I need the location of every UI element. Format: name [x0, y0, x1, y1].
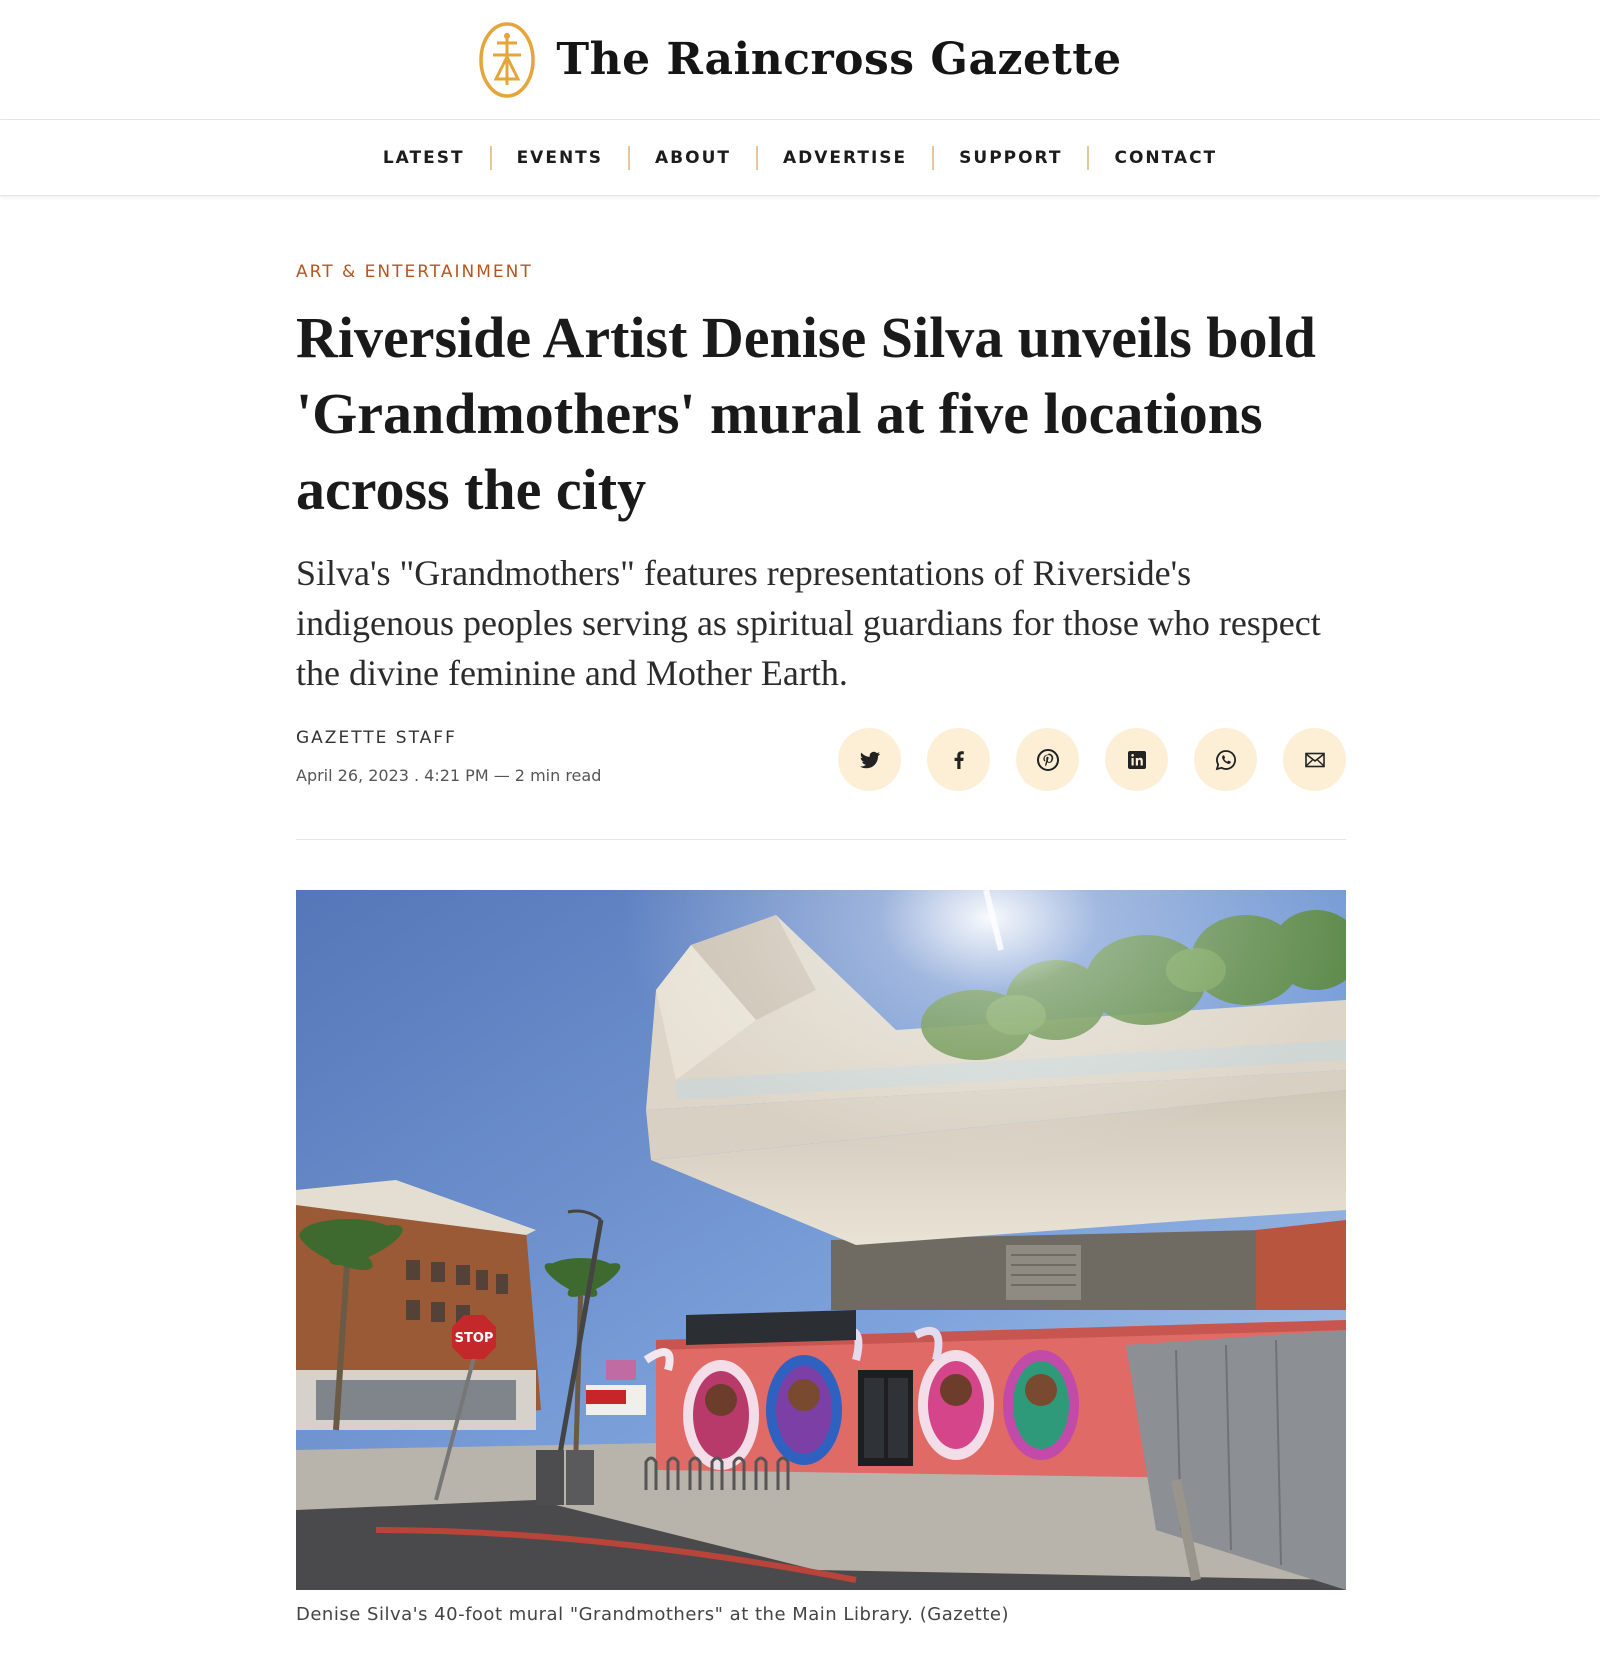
- share-facebook-button[interactable]: [927, 728, 990, 791]
- twitter-icon: [858, 748, 882, 772]
- pinterest-icon: [1036, 748, 1060, 772]
- byline: [296, 728, 601, 785]
- nav-support[interactable]: SUPPORT: [959, 147, 1063, 168]
- article-figure: [296, 890, 1346, 1625]
- nav-events[interactable]: EVENTS: [516, 147, 604, 168]
- email-icon: [1303, 748, 1327, 772]
- share-buttons: [838, 728, 1346, 791]
- site-logo-link[interactable]: [478, 21, 1121, 99]
- nav-advertise[interactable]: ADVERTISE: [782, 147, 908, 168]
- raincross-emblem-icon: [478, 21, 536, 99]
- article-dek: Silva's "Grandmothers" features representations of Riverside's indigenous peoples serving as spiritual guardians for those who respect the divine feminine and Mother Earth.: [296, 553, 1321, 693]
- main-nav: [0, 120, 1600, 196]
- article-dateline: April 26, 2023 . 4:21 PM — 2 min read: [296, 766, 602, 785]
- share-whatsapp-button[interactable]: [1194, 728, 1257, 791]
- article-category[interactable]: ART & ENTERTAINMENT: [296, 262, 533, 282]
- article-headline: Riverside Artist Denise Silva unveils bold 'Grandmothers' mural at five locations across the city: [296, 305, 1316, 522]
- share-pinterest-button[interactable]: [1016, 728, 1079, 791]
- site-name: The Raincross Gazette: [556, 34, 1122, 85]
- nav-contact[interactable]: CONTACT: [1114, 147, 1218, 168]
- nav-latest[interactable]: LATEST: [382, 147, 465, 168]
- share-email-button[interactable]: [1283, 728, 1346, 791]
- share-twitter-button[interactable]: [838, 728, 901, 791]
- article: [296, 196, 1346, 1625]
- whatsapp-icon: [1214, 748, 1238, 772]
- masthead: [0, 0, 1600, 120]
- library-mural-photo: [296, 890, 1346, 1590]
- nav-about[interactable]: ABOUT: [655, 147, 731, 168]
- linkedin-icon: [1125, 748, 1149, 772]
- article-meta: [296, 728, 1346, 791]
- article-photo[interactable]: [296, 890, 1346, 1590]
- share-linkedin-button[interactable]: [1105, 728, 1168, 791]
- section-divider: [296, 839, 1346, 840]
- photo-caption: Denise Silva's 40-foot mural "Grandmothers" at the Main Library. (Gazette): [296, 1604, 1009, 1625]
- facebook-icon: [947, 748, 971, 772]
- author-name[interactable]: GAZETTE STAFF: [296, 728, 457, 748]
